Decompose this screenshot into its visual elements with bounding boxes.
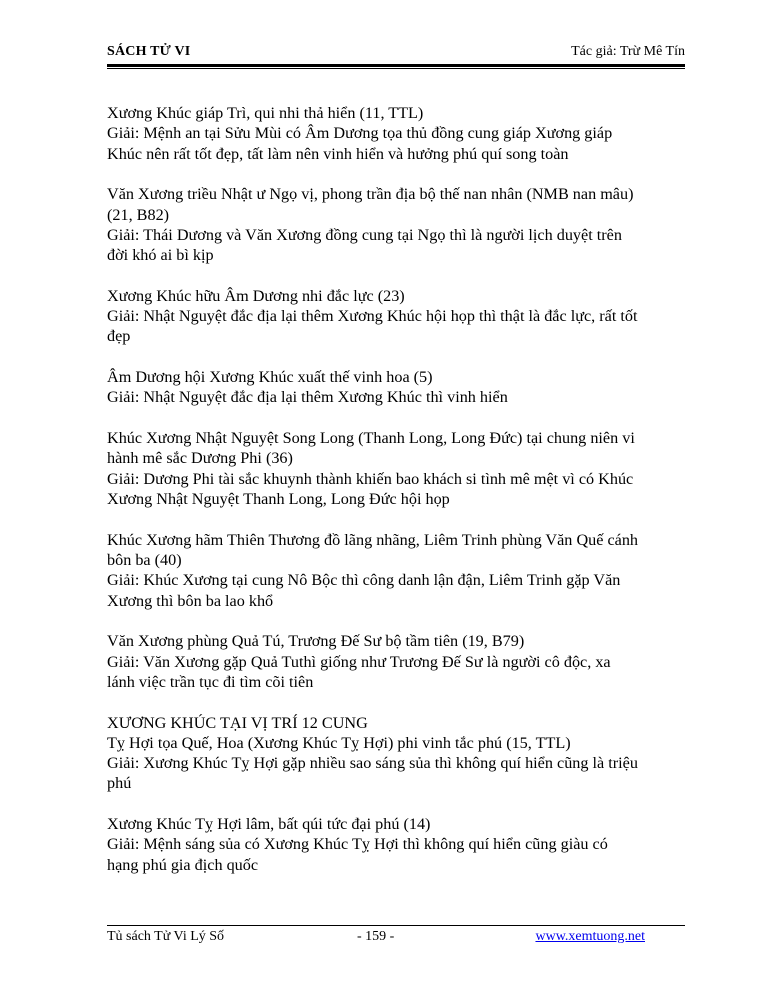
author-credit: Tác giả: Trừ Mê Tín [571,44,685,59]
text-line: Giải: Dương Phi tài sắc khuynh thành khiến bao khách si tình mê mệt vì có Khúc [107,469,634,488]
website-link[interactable]: www.xemtuong.net [535,929,645,944]
text-line: Âm Dương hội Xương Khúc xuất thế vinh hoa (5) [107,368,433,387]
text-line: Khúc nên rất tốt đẹp, tất làm nên vinh hiển và hưởng phú quí song toàn [107,144,569,163]
text-line: Xương Khúc Tỵ Hợi lâm, bất qúi tức đại phú (14) [107,815,431,834]
verse-paragraph [107,713,687,794]
text-line: hành mê sắc Dương Phi (36) [107,449,293,468]
verse-paragraph [107,428,687,509]
text-line: Văn Xương phùng Quả Tú, Trương Đế Sư bộ tầm tiên (19, B79) [107,632,525,651]
page-body [107,103,687,895]
verse-paragraph [107,184,687,265]
text-line: Giải: Nhật Nguyệt đắc địa lại thêm Xương Khúc hội họp thì thật là đắc lực, rất tốt [107,307,638,326]
text-line: Xương Khúc giáp Trì, qui nhi thả hiển (11, TTL) [107,104,424,122]
text-line: lánh việc trần tục đi tìm cõi tiên [107,672,314,691]
verse-paragraph [107,286,687,347]
verse-paragraph [107,814,687,875]
text-line: Giải: Mệnh an tại Sửu Mùi có Âm Dương tọa thủ đồng cung giáp Xương giáp [107,124,613,143]
verse-paragraph [107,631,687,692]
verse-paragraph [107,367,687,408]
verse-paragraph [107,530,687,611]
text-line: Xương Khúc hữu Âm Dương nhi đắc lực (23) [107,286,405,305]
text-line: Tỵ Hợi tọa Quế, Hoa (Xương Khúc Tỵ Hợi) phi vinh tắc phú (15, TTL) [107,733,571,752]
text-line: đời khó ai bì kịp [107,246,214,265]
text-line: Giải: Mệnh sáng sủa có Xương Khúc Tỵ Hợi thì không quí hiển cũng giàu có [107,835,608,854]
text-line: Xương thì bôn ba lao khổ [107,591,274,610]
text-line: Giải: Khúc Xương tại cung Nô Bộc thì công danh lận đận, Liêm Trinh gặp Văn [107,571,621,590]
page-footer [107,929,685,949]
text-line: phú [107,774,132,793]
verse-paragraph [107,103,687,164]
text-line: Xương Nhật Nguyệt Thanh Long, Long Đức hội họp [107,490,450,509]
text-line: (21, B82) [107,205,170,224]
page-number: - 159 - [357,929,395,944]
text-line: Khúc Xương Nhật Nguyệt Song Long (Thanh Long, Long Đức) tại chung niên vi [107,429,635,448]
footer-rule [107,925,685,926]
text-line: hạng phú gia địch quốc [107,855,259,874]
text-line: bôn ba (40) [107,551,182,569]
text-line: Giải: Nhật Nguyệt đắc địa lại thêm Xương Khúc thì vinh hiển [107,388,508,407]
text-line: Khúc Xương hãm Thiên Thương đồ lãng nhãng, Liêm Trinh phùng Văn Quế cánh [107,530,639,549]
header-rule [107,64,685,67]
text-line: Giải: Văn Xương gặp Quả Tuthì giống như Trương Đế Sư là người cô độc, xa [107,652,611,671]
text-line: XƯƠNG KHÚC TẠI VỊ TRÍ 12 CUNG [107,713,368,732]
book-title: SÁCH TỬ VI [107,44,191,59]
text-line: đẹp [107,327,131,346]
page-header [107,44,685,66]
text-line: Giải: Thái Dương và Văn Xương đồng cung tại Ngọ thì là người lịch duyệt trên [107,225,622,244]
footer-series: Tủ sách Tử Vi Lý Số [107,929,225,944]
text-line: Văn Xương triều Nhật ư Ngọ vị, phong trần địa bộ thế nan nhân (NMB nan mâu) [107,185,634,204]
text-line: Giải: Xương Khúc Tỵ Hợi gặp nhiều sao sáng sủa thì không quí hiển cũng là triệu [107,754,638,773]
header-rule-thin [107,68,685,69]
